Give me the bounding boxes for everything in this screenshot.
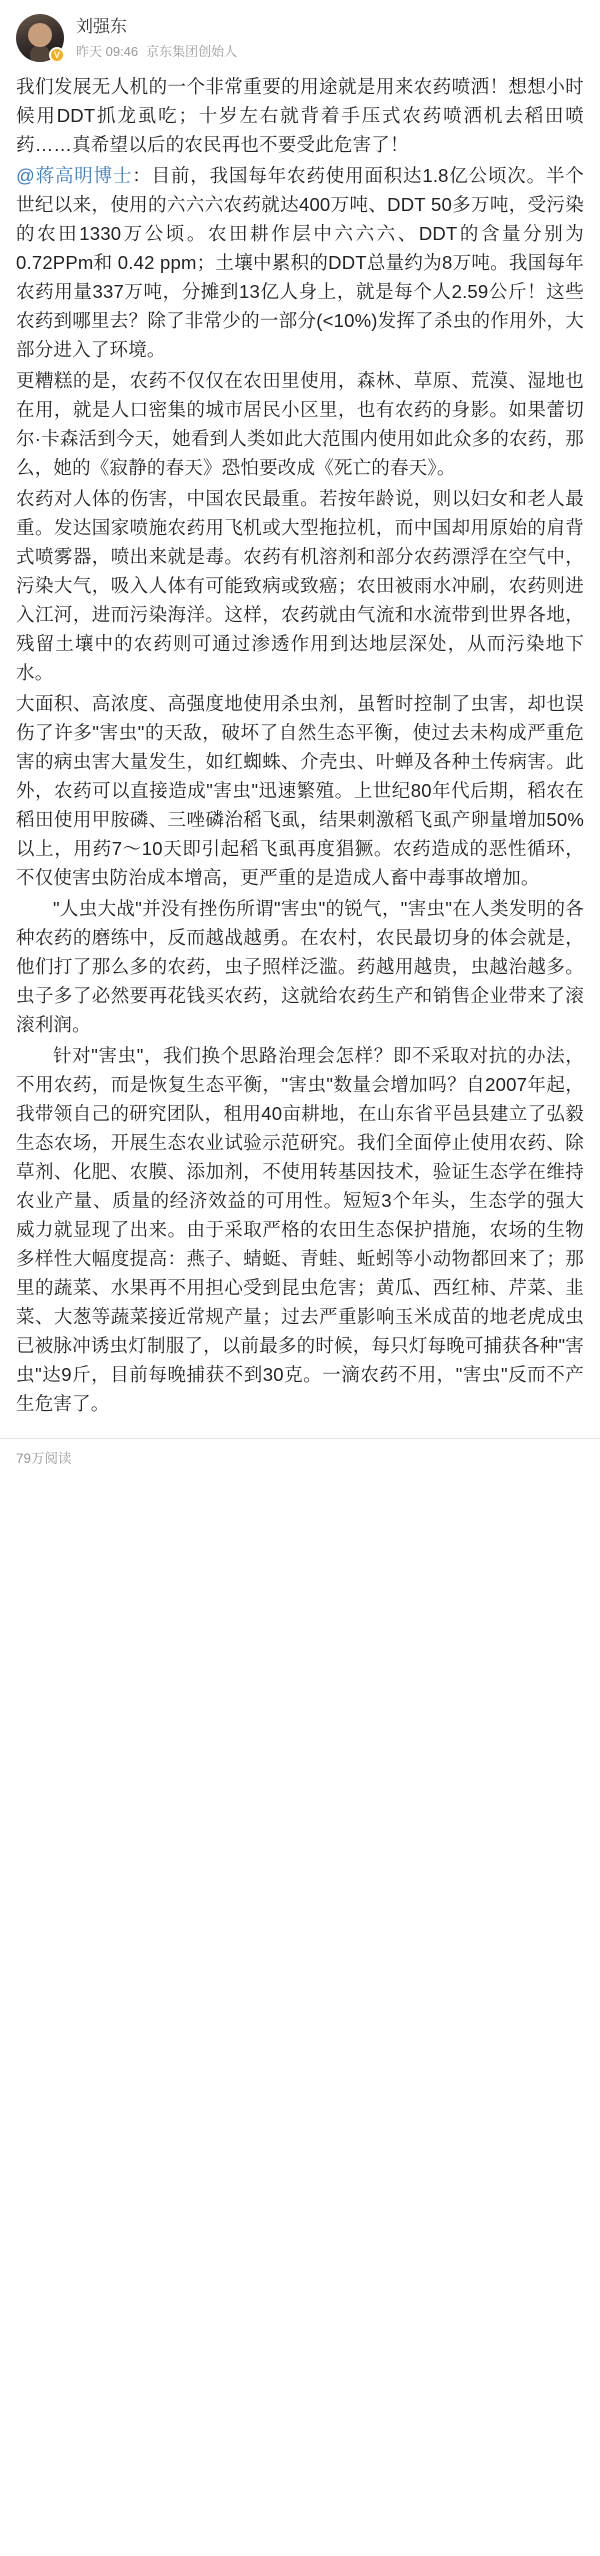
post-paragraph [16,484,584,687]
paragraph-text: 我们发展无人机的一个非常重要的用途就是用来农药喷洒！想想小时候用DDT抓龙虱吃；十岁左右就背着手压式农药喷洒机去稻田喷药……真希望以后的农民再也不要受此危害了！ [16,76,584,155]
post-header-text [76,14,237,60]
paragraph-text: ：目前，我国每年农药使用面积达1.8亿公顷次。半个世纪以来，使用的六六六农药就达400万吨、DDT 50多万吨，受污染的农田1330万公顷。农田耕作层中六六六、DDT的含量分别为0.72PPm和 0.42 ppm；土壤中累积的DDT总量约为8万吨。我国每年农药用量337万吨，分摊到13亿人身上，就是每个人2.59公斤！这些农药到哪里去？除了非常少的一部分(<10%)发挥了杀虫的作用外，大部分进入了环境。 [16,165,584,360]
paragraph-text: 更糟糕的是，农药不仅仅在农田里使用，森林、草原、荒漠、湿地也在用，就是人口密集的城市居民小区里，也有农药的身影。如果蕾切尔·卡森活到今天，她看到人类如此大范围内使用如此众多的农药，那么，她的《寂静的春天》恐怕要改成《死亡的春天》。 [16,370,584,478]
post-footer [0,1439,600,1482]
post-paragraph [16,689,584,892]
read-count: 79万阅读 [16,1451,72,1466]
post-meta [76,43,237,60]
author-name[interactable]: 刘强东 [76,17,127,36]
mention-link[interactable]: @蒋高明博士 [16,165,133,186]
verified-badge-icon: V [49,47,65,63]
post-header [0,0,600,72]
post-paragraph [16,894,584,1039]
paragraph-text: 农药对人体的伤害，中国农民最重。若按年龄说，则以妇女和老人最重。发达国家喷施农药用飞机或大型拖拉机，而中国却用原始的肩背式喷雾器，喷出来就是毒。农药有机溶剂和部分农药漂浮在空气中，污染大气，吸入人体有可能致病或致癌；农田被雨水冲刷，农药则进入江河，进而污染海洋。这样，农药就由气流和水流带到世界各地，残留土壤中的农药则可通过渗透作用到达地层深处，从而污染地下水。 [16,488,584,683]
post-paragraph [16,72,584,159]
avatar[interactable] [16,14,64,62]
post-paragraph [16,161,584,364]
paragraph-text: 针对"害虫"，我们换个思路治理会怎样？即不采取对抗的办法，不用农药，而是恢复生态平衡，"害虫"数量会增加吗？自2007年起，我带领自己的研究团队，租用40亩耕地，在山东省平邑县建立了弘毅生态农场，开展生态农业试验示范研究。我们全面停止使用农药、除草剂、化肥、农膜、添加剂，不使用转基因技术，验证生态学在维持农业产量、质量的经济效益的可用性。短短3个年头，生态学的强大威力就显现了出来。由于采取严格的农田生态保护措施，农场的生物多样性大幅度提高：燕子、蜻蜓、青蛙、蚯蚓等小动物都回来了；那里的蔬菜、水果再不用担心受到昆虫危害；黄瓜、西红柿、芹菜、韭菜、大葱等蔬菜接近常规产量；过去严重影响玉米成苗的地老虎成虫已被脉冲诱虫灯制服了，以前最多的时候，每只灯每晚可捕获各种"害虫"达9斤，目前每晚捕获不到30克。一滴农药不用，"害虫"反而不产生危害了。 [16,1045,584,1414]
post-paragraph [16,1041,584,1418]
paragraph-text: "人虫大战"并没有挫伤所谓"害虫"的锐气，"害虫"在人类发明的各种农药的磨练中，反而越战越勇。在农村，农民最切身的体会就是，他们打了那么多的农药，虫子照样泛滥。药越用越贵，虫越治越多。虫子多了必然要再花钱买农药，这就给农药生产和销售企业带来了滚滚利润。 [16,898,584,1035]
post-content [0,72,600,1424]
post-timestamp: 昨天 09:46 [76,44,139,59]
paragraph-text: 大面积、高浓度、高强度地使用杀虫剂，虽暂时控制了虫害，却也误伤了许多"害虫"的天敌，破坏了自然生态平衡，使过去未构成严重危害的病虫害大量发生，如红蜘蛛、介壳虫、叶蝉及各种土传病害。此外，农药可以直接造成"害虫"迅速繁殖。上世纪80年代后期，稻农在稻田使用甲胺磷、三唑磷治稻飞虱，结果刺激稻飞虱产卵量增加50%以上，用药7～10天即引起稻飞虱再度猖獗。农药造成的恶性循环，不仅使害虫防治成本增高，更严重的是造成人畜中毒事故增加。 [16,693,584,888]
post-source: 京东集团创始人 [146,44,238,59]
post-paragraph [16,366,584,482]
